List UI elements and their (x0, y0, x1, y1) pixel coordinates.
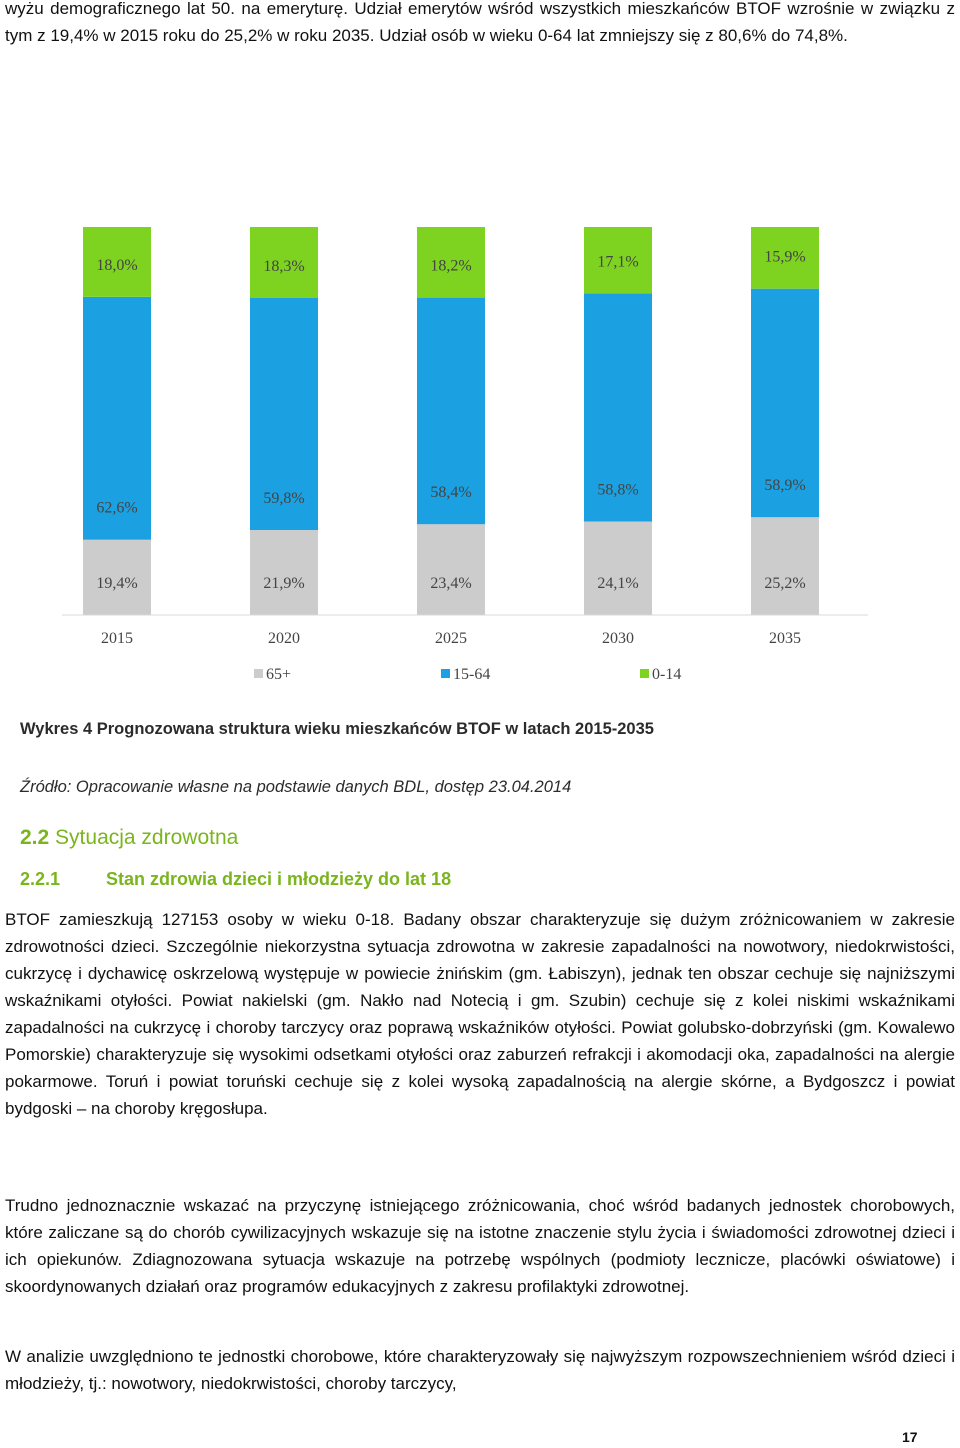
bar-label-0-14-2025: 18,2% (430, 257, 472, 275)
legend-label-65+: 65+ (266, 666, 292, 683)
subsection-number: 2.2.1 (20, 869, 61, 889)
legend-label-0-14: 0-14 (652, 666, 682, 683)
bar-label-15-64-2020: 59,8% (263, 490, 305, 508)
chart-source: Źródło: Opracowanie własne na podstawie danych BDL, dostęp 23.04.2014 (20, 778, 572, 796)
bar-label-0-14-2030: 17,1% (597, 253, 639, 271)
age-structure-chart (0, 210, 960, 710)
legend-swatch-0-14 (640, 669, 649, 678)
chart-bars (83, 227, 819, 615)
bar-segment-65+-2035 (751, 517, 819, 615)
bar-label-0-14-2015: 18,0% (96, 256, 138, 274)
body-paragraph-1: BTOF zamieszkują 127153 osoby w wieku 0-18. Badany obszar charakteryzuje się dużym zróżnicowaniem w zakresie zdrowotności dzieci. Szczególnie niekorzystna sytuacja zdrowotna w zakresie zapadalności na nowotwory, niedokrwistości, cukrzycę i dychawicę oskrzelową występuje w powiecie żnińskim (gm. Łabiszyn), jednak ten obszar cechuje się najniższymi wskaźnikami otyłości. Powiat nakielski (gm. Nakło nad Notecią i gm. Szubin) cechuje się z kolei niskimi wskaźnikami zapadalności na cukrzycę i choroby tarczycy oraz poprawą wskaźników otyłości. Powiat golubsko-dobrzyński (gm. Kowalewo Pomorskie) charakteryzuje się wysokimi odsetkami otyłości oraz zaburzeń refrakcji i akomodacji oka, zapadalności na alergie pokarmowe. Toruń i powiat toruński cechuje się z kolei wysoką zapadalnością na alergie skórne, a Bydgoszcz i powiat bydgoski – na choroby kręgosłupa. (5, 910, 955, 1118)
section-title: Sytuacja zdrowotna (55, 826, 239, 849)
intro-paragraph: wyżu demograficznego lat 50. na emeryturę. Udział emerytów wśród wszystkich mieszkańców BTOF wzrośnie w związku z tym z 19,4% w 2015 roku do 25,2% w roku 2035. Udział osób w wieku 0-64 lat zmniejszy się z 80,6% do 74,8%. (5, 0, 955, 45)
x-tick-label-2035: 2035 (769, 630, 801, 647)
x-tick-label-2030: 2030 (602, 630, 634, 647)
bar-segment-65+-2020 (250, 530, 318, 615)
bar-label-65+-2020: 21,9% (263, 575, 305, 592)
subsection-heading (20, 869, 451, 890)
x-axis-labels (101, 630, 801, 647)
bar-segment-65+-2025 (417, 524, 485, 615)
legend-swatch-65+ (254, 669, 263, 678)
bar-segment-65+-2030 (584, 521, 652, 615)
bar-label-15-64-2030: 58,8% (597, 481, 639, 499)
x-tick-label-2015: 2015 (101, 630, 133, 647)
bar-label-65+-2035: 25,2% (764, 575, 806, 592)
body-paragraph-2: Trudno jednoznacznie wskazać na przyczynę istniejącego zróżnicowania, choć wśród badanych jednostek chorobowych, które zaliczane są do chorób cywilizacyjnych wskazuje się na istotne znaczenie stylu życia i świadomości zdrowotnej dzieci i ich opiekunów. Zdiagnozowana sytuacja wskazuje na potrzebę wspólnych (podmioty lecznicze, placówki oświatowe) i skoordynowanych działań oraz programów edukacyjnych z zakresu profilaktyki zdrowotnej. (5, 1196, 955, 1296)
x-tick-label-2025: 2025 (435, 630, 467, 647)
chart-legend (254, 666, 681, 683)
chart-caption: Wykres 4 Prognozowana struktura wieku mieszkańców BTOF w latach 2015-2035 (20, 720, 654, 738)
legend-label-15-64: 15-64 (453, 666, 491, 683)
body-paragraph-3: W analizie uwzględniono te jednostki chorobowe, które charakteryzowały się najwyższym rozpowszechnieniem wśród dzieci i młodzieży, tj.: nowotwory, niedokrwistości, choroby tarczycy, (5, 1347, 955, 1393)
bar-label-65+-2030: 24,1% (597, 575, 639, 592)
bar-label-15-64-2035: 58,9% (764, 477, 806, 495)
x-tick-label-2020: 2020 (268, 630, 300, 647)
bar-label-65+-2015: 19,4% (96, 575, 138, 592)
section-number: 2.2 (20, 826, 50, 849)
bar-label-0-14-2020: 18,3% (263, 258, 305, 276)
legend-swatch-15-64 (441, 669, 450, 678)
subsection-title: Stan zdrowia dzieci i młodzieży do lat 18 (106, 869, 452, 889)
bar-label-0-14-2035: 15,9% (764, 248, 806, 266)
bar-label-15-64-2025: 58,4% (430, 484, 472, 502)
section-heading (20, 826, 238, 850)
page-number: 17 (902, 1429, 918, 1445)
bar-label-65+-2025: 23,4% (430, 575, 472, 592)
bar-label-15-64-2015: 62,6% (96, 499, 138, 517)
